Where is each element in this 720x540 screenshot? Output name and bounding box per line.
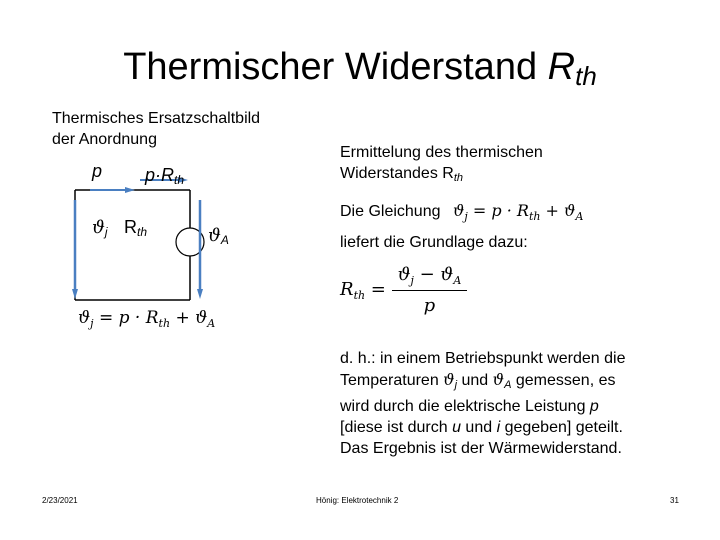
- para-line5: Das Ergebnis ist der Wärmewiderstand.: [340, 440, 622, 457]
- rth-intro: [340, 142, 543, 189]
- para-line3: wird durch die elektrische Leistung p: [340, 398, 599, 415]
- title-r: R: [547, 46, 576, 88]
- label-theta-a: $ϑ_A$: [208, 225, 229, 247]
- gleichung-label: Die Gleichung: [340, 203, 441, 220]
- rth-intro-line2: Widerstandes $R_{th}$: [340, 165, 464, 184]
- liefert-text: liefert die Grundlage dazu:: [340, 234, 528, 251]
- para-line1: d. h.: in einem Betriebspunkt werden die: [340, 350, 626, 367]
- fraction-denominator: p: [423, 295, 436, 316]
- formula-rth-fraction: $R_{th}$ = $\frac{ϑ_j - ϑ_A}{p}$: [340, 264, 467, 316]
- formula-gleichung: $ϑ_j = p \cdot R_{th} + ϑ_A$: [452, 201, 584, 223]
- title-sub: th: [575, 61, 597, 91]
- para-line2: Temperaturen $ϑ_j$ und $ϑ_A$ gemessen, es: [340, 370, 616, 391]
- footer-center: Hönig: Elektrotechnik 2: [316, 496, 399, 505]
- label-p: p: [92, 161, 103, 181]
- label-theta-j: $ϑ_j$: [92, 217, 108, 239]
- circuit-heading-line1: Thermisches Ersatzschaltbild: [52, 110, 261, 127]
- footer-date: 2/23/2021: [42, 496, 78, 505]
- footer-page-number: 31: [670, 496, 679, 505]
- formula-left: $ϑ_j = p \cdot R_{th} + ϑ_A$: [78, 308, 216, 330]
- label-p-rth: $p\cdot R_{th}$: [145, 165, 185, 187]
- rth-intro-line1: Ermittelung des thermischen: [340, 144, 543, 161]
- title-main: Thermischer Widerstand: [123, 46, 548, 88]
- gleichung-line: [340, 200, 583, 227]
- fraction: [392, 264, 468, 316]
- label-rth: $R_{th}$: [124, 217, 148, 239]
- fraction-numerator: $ϑ_j - ϑ_A$: [392, 264, 468, 291]
- explanation-paragraph: [340, 348, 626, 459]
- para-line4: [diese ist durch u und i gegeben] geteilt.: [340, 419, 623, 436]
- circuit-heading-line2: der Anordnung: [52, 131, 157, 148]
